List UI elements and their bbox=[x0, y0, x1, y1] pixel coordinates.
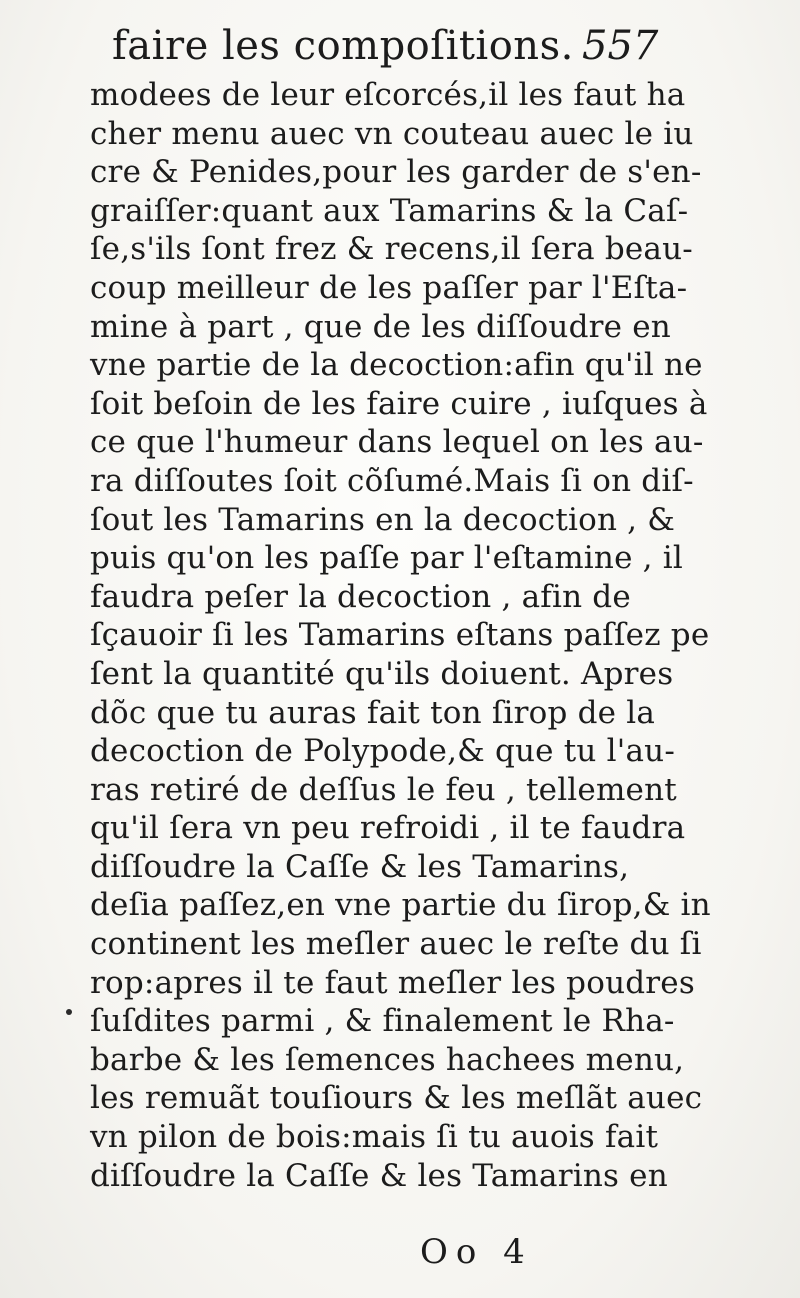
text-line: ſoit beſoin de les faire cuire , iuſques à bbox=[90, 385, 708, 422]
text-line: diſſoudre la Caſſe & les Tamarins, bbox=[90, 848, 630, 885]
text-line: ſe,s'ils ſont frez & recens,il ſera beau- bbox=[90, 231, 693, 268]
text-line: rop:apres il te faut meſler les poudres bbox=[90, 964, 695, 1001]
margin-dot bbox=[66, 1009, 72, 1015]
text-line: dõc que tu auras fait ton ſirop de la bbox=[90, 694, 656, 731]
text-line: coup meilleur de les paſſer par l'Eſta- bbox=[90, 269, 688, 306]
text-line: vn pilon de bois:mais ſi tu auois fait bbox=[90, 1119, 659, 1156]
text-line: decoction de Polypode,& que tu l'au- bbox=[90, 733, 676, 770]
text-line: ſent la quantité qu'ils doiuent. Apres bbox=[90, 655, 674, 692]
page-number: 557 bbox=[582, 23, 659, 69]
text-line: deſia paſſez,en vne partie du ſirop,& in bbox=[90, 887, 711, 924]
text-line: diſſoudre la Caſſe & les Tamarins en bbox=[90, 1157, 668, 1194]
text-line: graiſſer:quant aux Tamarins & la Caſ- bbox=[90, 192, 689, 229]
text-line: puis qu'on les paſſe par l'eſtamine , il bbox=[90, 540, 684, 577]
text-line: ce que l'humeur dans lequel on les au- bbox=[90, 424, 704, 461]
running-head: faire les compoſitions. bbox=[112, 23, 574, 69]
text-line: mine à part , que de les diſſoudre en bbox=[90, 308, 671, 345]
text-line: barbe & les ſemences hachees menu, bbox=[90, 1041, 685, 1078]
text-line: qu'il ſera vn peu refroidi , il te faudra bbox=[90, 810, 686, 847]
text-line: ra diſſoutes ſoit cõſumé.Mais ſi on diſ- bbox=[90, 462, 694, 499]
text-line: ſout les Tamarins en la decoction , & bbox=[90, 501, 676, 538]
text-line: les remuãt touſiours & les meſlãt auec bbox=[90, 1080, 703, 1117]
text-line: cre & Penides,pour les garder de s'en- bbox=[90, 154, 702, 191]
text-line: cher menu auec vn couteau auec le iu bbox=[90, 115, 694, 152]
text-line: ras retiré de deſſus le feu , tellement bbox=[90, 771, 677, 808]
body-text bbox=[90, 76, 730, 1195]
text-line: ſçauoir ſi les Tamarins eſtans paſſez pe bbox=[90, 617, 710, 654]
text-line: faudra peſer la decoction , afin de bbox=[90, 578, 631, 615]
page-header bbox=[0, 18, 800, 74]
text-line: modees de leur eſcorcés,il les faut ha bbox=[90, 77, 686, 113]
text-line: ſuſdites parmi , & finalement le Rha- bbox=[90, 1003, 675, 1040]
text-line: continent les meſler auec le reſte du ſi bbox=[90, 926, 702, 963]
text-line: vne partie de la decoction:afin qu'il ne bbox=[90, 347, 703, 384]
signature-mark: Oo 4 bbox=[420, 1232, 533, 1272]
